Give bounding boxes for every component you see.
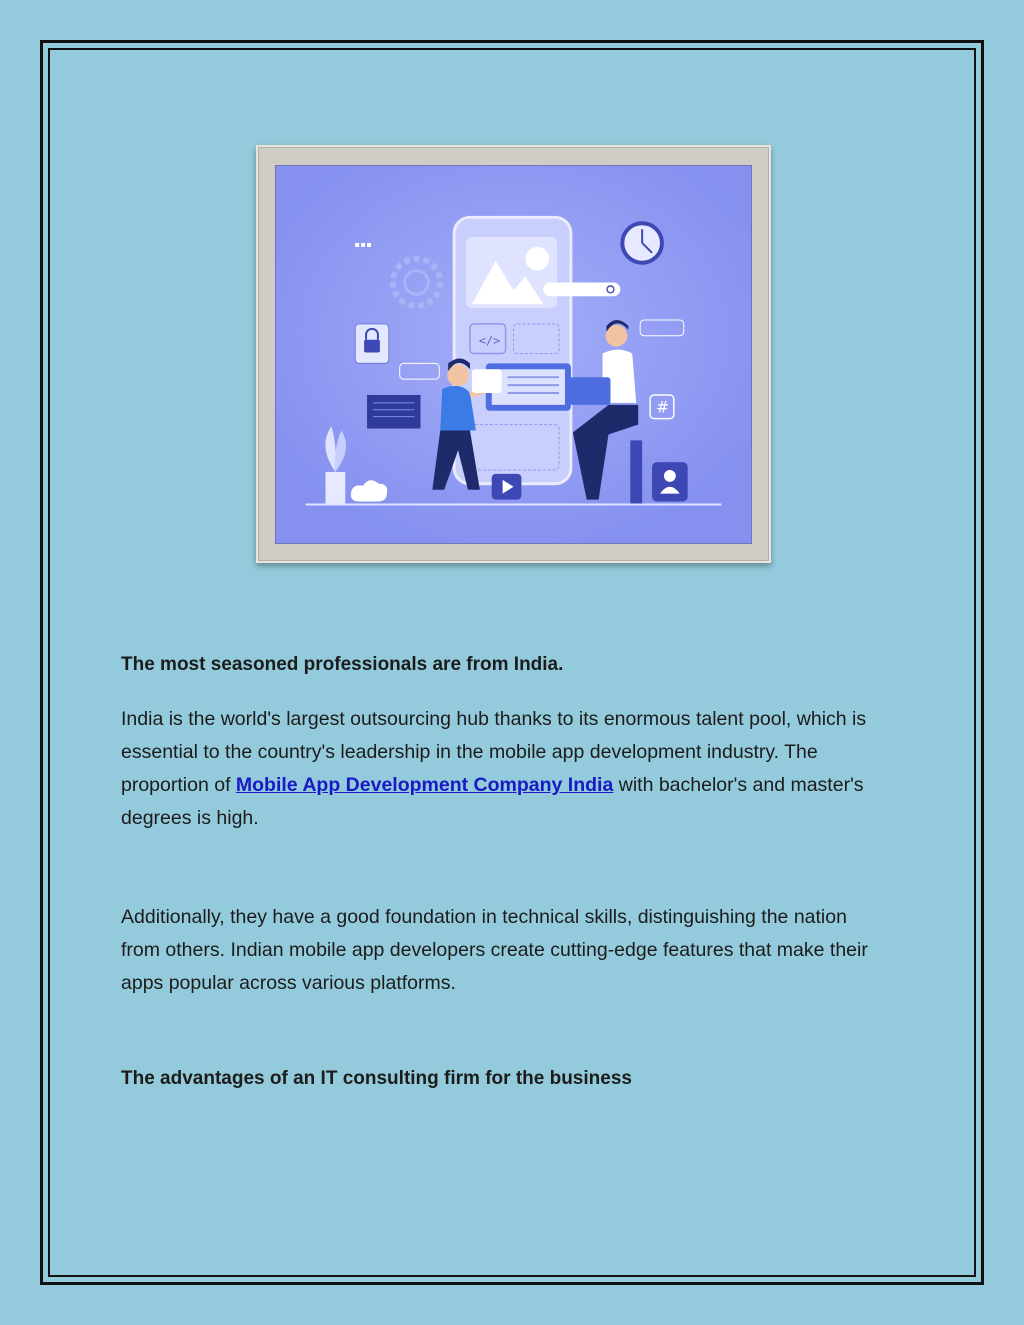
paragraph-technical-skills-text: Additionally, they have a good foundation in technical skills, distinguishing the nation from others. Indian mobile app developers create cutting-edge features that make their apps popular across various platforms. [121, 906, 868, 994]
svg-text:#: # [656, 397, 670, 417]
paragraph-technical-skills [121, 901, 891, 1000]
app-development-illustration [276, 166, 751, 543]
user-icon [652, 462, 688, 501]
play-icon [492, 474, 522, 500]
paragraph-talent-pool [121, 703, 891, 835]
section-heading-advantages: The advantages of an IT consulting firm for the business [121, 1068, 632, 1089]
paragraph-text-after-link: with bachelor's and master's degrees is high. [121, 774, 864, 829]
article-body [121, 654, 891, 676]
illustration-frame [256, 145, 771, 563]
illustration [275, 165, 752, 544]
section-heading-india: The most seasoned professionals are from India. [121, 654, 564, 675]
lock-icon [355, 324, 389, 363]
mobile-app-development-link[interactable]: Mobile App Development Company India [235, 774, 614, 796]
paragraph-text-before-link: India is the world's largest outsourcing hub thanks to its enormous talent pool, which is essential to the country's leadership in the mobile app development industry. The proportion of [121, 708, 867, 796]
svg-text:</>: </> [478, 333, 501, 348]
section-heading-advantages-wrap [121, 1068, 891, 1090]
clock-icon [622, 223, 662, 262]
search-icon [543, 282, 620, 296]
